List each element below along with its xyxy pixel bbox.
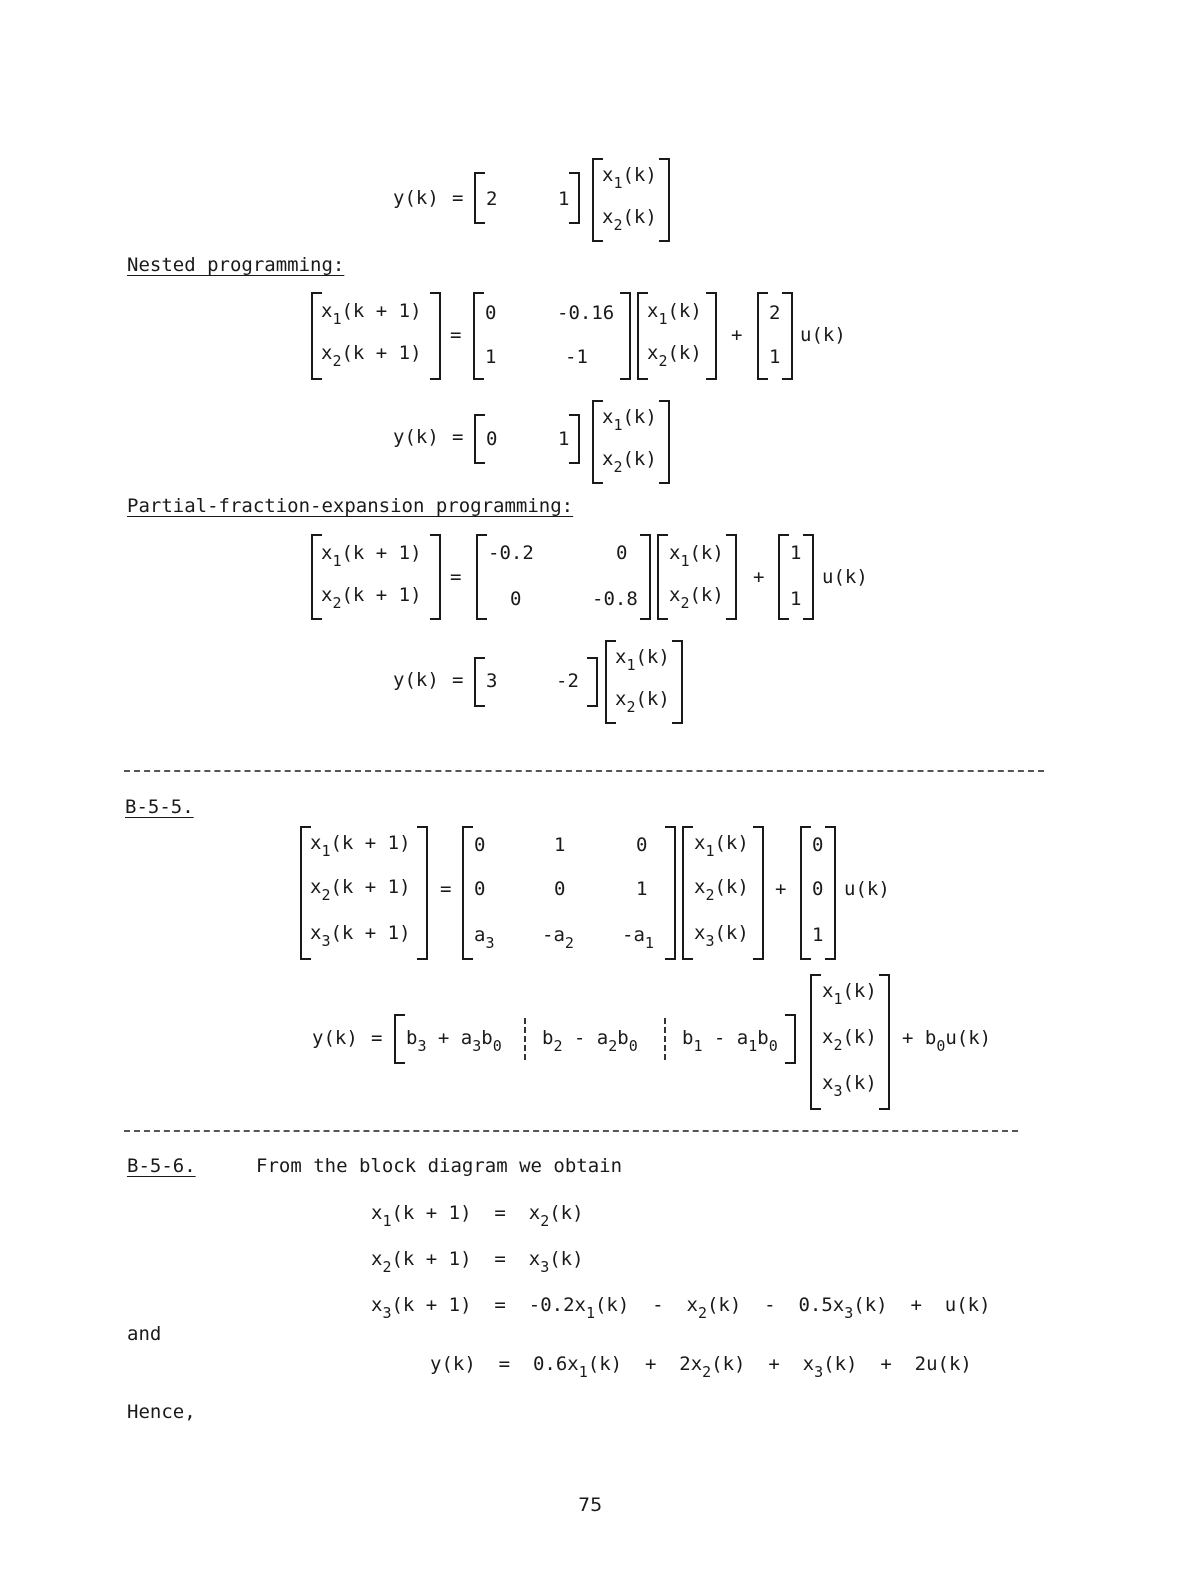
s1-c-matrix bbox=[474, 172, 580, 224]
divider-2 bbox=[124, 1130, 1018, 1132]
b555-y-lhs: y(k) bbox=[312, 1027, 358, 1049]
s1-y-lhs: y(k) bbox=[393, 187, 439, 209]
nested-a-21: 1 bbox=[485, 346, 497, 368]
nested-lhs-2: $x_2(k + 1)$ bbox=[321, 342, 422, 370]
b555-a-12: 1 bbox=[554, 834, 566, 856]
nested-y-x-vector bbox=[592, 400, 670, 484]
pfe-a-12: 0 bbox=[616, 542, 628, 564]
b555-b-1: 0 bbox=[812, 834, 824, 856]
nested-lhs-vector bbox=[311, 292, 441, 380]
nested-eq: = bbox=[450, 324, 462, 346]
b555-b-2: 0 bbox=[812, 878, 824, 900]
nested-x1: $x_1(k)$ bbox=[647, 300, 702, 328]
nested-heading: Nested programming: bbox=[127, 254, 345, 276]
pfe-y-x1: $x_1(k)$ bbox=[615, 646, 670, 674]
b555-a-32: $-a_2$ bbox=[542, 924, 574, 952]
b555-a-matrix bbox=[462, 826, 676, 960]
b555-lhs-vector bbox=[300, 826, 428, 960]
pfe-heading: Partial-fraction-expansion programming: bbox=[127, 495, 574, 517]
b555-c-1: $b_3 + a_3b_0$ bbox=[406, 1027, 502, 1055]
pfe-u: u(k) bbox=[822, 566, 868, 588]
nested-x2: $x_2(k)$ bbox=[647, 342, 702, 370]
b555-heading: B-5-5. bbox=[125, 796, 194, 818]
pfe-eq: = bbox=[450, 566, 462, 588]
b555-x3: $x_3(k)$ bbox=[694, 922, 749, 950]
nested-u: u(k) bbox=[800, 324, 846, 346]
b555-y-x3: $x_3(k)$ bbox=[822, 1072, 877, 1100]
nested-plus: + bbox=[731, 324, 743, 346]
nested-a-22: -1 bbox=[565, 346, 588, 368]
s1-x-vector bbox=[592, 158, 670, 242]
b555-a-33: $-a_1$ bbox=[622, 924, 654, 952]
pfe-lhs-1: $x_1(k + 1)$ bbox=[321, 542, 422, 570]
pfe-lhs-2: $x_2(k + 1)$ bbox=[321, 584, 422, 612]
b555-y-eq: = bbox=[371, 1027, 383, 1049]
pfe-x-vector bbox=[657, 534, 737, 620]
pfe-a-21: 0 bbox=[510, 588, 522, 610]
pfe-c-2: -2 bbox=[556, 670, 579, 692]
b555-a-11: 0 bbox=[474, 834, 486, 856]
b555-b-3: 1 bbox=[812, 924, 824, 946]
b555-lhs-1: $x_1(k + 1)$ bbox=[310, 832, 411, 860]
s1-c-2: 1 bbox=[558, 188, 570, 210]
pfe-b-vector bbox=[778, 534, 814, 620]
page-number: 75 bbox=[578, 1494, 603, 1516]
b556-heading: B-5-6. bbox=[127, 1155, 196, 1177]
nested-lhs-1: $x_1(k + 1)$ bbox=[321, 300, 422, 328]
b556-intro: From the block diagram we obtain bbox=[256, 1155, 623, 1177]
nested-b-1: 2 bbox=[769, 302, 781, 324]
b555-y-x-vector bbox=[810, 974, 890, 1110]
pfe-a-matrix bbox=[476, 534, 651, 620]
b555-x-vector bbox=[682, 826, 764, 960]
nested-b-vector bbox=[757, 292, 793, 380]
pfe-x1: $x_1(k)$ bbox=[669, 542, 724, 570]
b555-a-23: 1 bbox=[636, 878, 648, 900]
divider-1 bbox=[124, 770, 1044, 772]
b555-u: u(k) bbox=[844, 878, 890, 900]
pfe-y-eq: = bbox=[452, 669, 464, 691]
b555-c-matrix bbox=[394, 1014, 796, 1064]
pfe-x2: $x_2(k)$ bbox=[669, 584, 724, 612]
b555-a-31: $a_3$ bbox=[474, 924, 495, 952]
b555-a-22: 0 bbox=[554, 878, 566, 900]
b555-x2: $x_2(k)$ bbox=[694, 876, 749, 904]
nested-c-2: 1 bbox=[558, 428, 570, 450]
nested-x-vector bbox=[637, 292, 717, 380]
pfe-c-1: 3 bbox=[486, 670, 498, 692]
b555-c-sep-1 bbox=[524, 1018, 526, 1060]
pfe-c-matrix bbox=[474, 657, 598, 707]
b555-y-x2: $x_2(k)$ bbox=[822, 1026, 877, 1054]
b556-eq4: $y(k) = 0.6x_1(k) + 2x_2(k) + x_3(k) + 2u(k)$ bbox=[430, 1353, 972, 1381]
nested-y-lhs: y(k) bbox=[393, 426, 439, 448]
b555-c-2: $b_2 - a_2b_0$ bbox=[542, 1027, 638, 1055]
s1-eq: = bbox=[452, 187, 464, 209]
pfe-a-11: -0.2 bbox=[488, 542, 534, 564]
nested-y-x1: $x_1(k)$ bbox=[602, 406, 657, 434]
pfe-lhs-vector bbox=[311, 534, 441, 620]
b556-hence: Hence, bbox=[127, 1401, 196, 1423]
pfe-y-lhs: y(k) bbox=[393, 669, 439, 691]
b555-a-21: 0 bbox=[474, 878, 486, 900]
nested-a-12: -0.16 bbox=[557, 302, 615, 324]
nested-a-matrix bbox=[473, 292, 631, 380]
pfe-plus: + bbox=[753, 566, 765, 588]
nested-c-1: 0 bbox=[486, 428, 498, 450]
b555-tail: + $b_0u(k)$ bbox=[902, 1027, 992, 1055]
b555-lhs-3: $x_3(k + 1)$ bbox=[310, 922, 411, 950]
b555-plus: + bbox=[775, 878, 787, 900]
s1-x1: $x_1(k)$ bbox=[602, 164, 657, 192]
nested-c-matrix bbox=[474, 414, 580, 464]
pfe-b-2: 1 bbox=[790, 588, 802, 610]
s1-x2: $x_2(k)$ bbox=[602, 206, 657, 234]
nested-y-x2: $x_2(k)$ bbox=[602, 448, 657, 476]
b556-eq1: $x_1(k + 1) = x_2(k)$ bbox=[371, 1202, 584, 1230]
b555-y-x1: $x_1(k)$ bbox=[822, 980, 877, 1008]
nested-b-2: 1 bbox=[769, 346, 781, 368]
b555-lhs-2: $x_2(k + 1)$ bbox=[310, 876, 411, 904]
nested-a-11: 0 bbox=[485, 302, 497, 324]
b556-eq2: $x_2(k + 1) = x_3(k)$ bbox=[371, 1248, 584, 1276]
s1-c-1: 2 bbox=[486, 188, 498, 210]
b555-a-13: 0 bbox=[636, 834, 648, 856]
b555-b-vector bbox=[800, 826, 836, 960]
b555-c-3: $b_1 - a_1b_0$ bbox=[682, 1027, 778, 1055]
pfe-y-x-vector bbox=[605, 640, 683, 724]
b556-eq3: $x_3(k + 1) = -0.2x_1(k) - x_2(k) - 0.5x_3(k) + u(k)$ bbox=[371, 1294, 991, 1322]
pfe-b-1: 1 bbox=[790, 542, 802, 564]
b555-c-sep-2 bbox=[664, 1018, 666, 1060]
b555-eq: = bbox=[440, 878, 452, 900]
pfe-y-x2: $x_2(k)$ bbox=[615, 688, 670, 716]
pfe-a-22: -0.8 bbox=[592, 588, 638, 610]
b556-and: and bbox=[127, 1323, 162, 1345]
nested-y-eq: = bbox=[452, 426, 464, 448]
b555-x1: $x_1(k)$ bbox=[694, 832, 749, 860]
